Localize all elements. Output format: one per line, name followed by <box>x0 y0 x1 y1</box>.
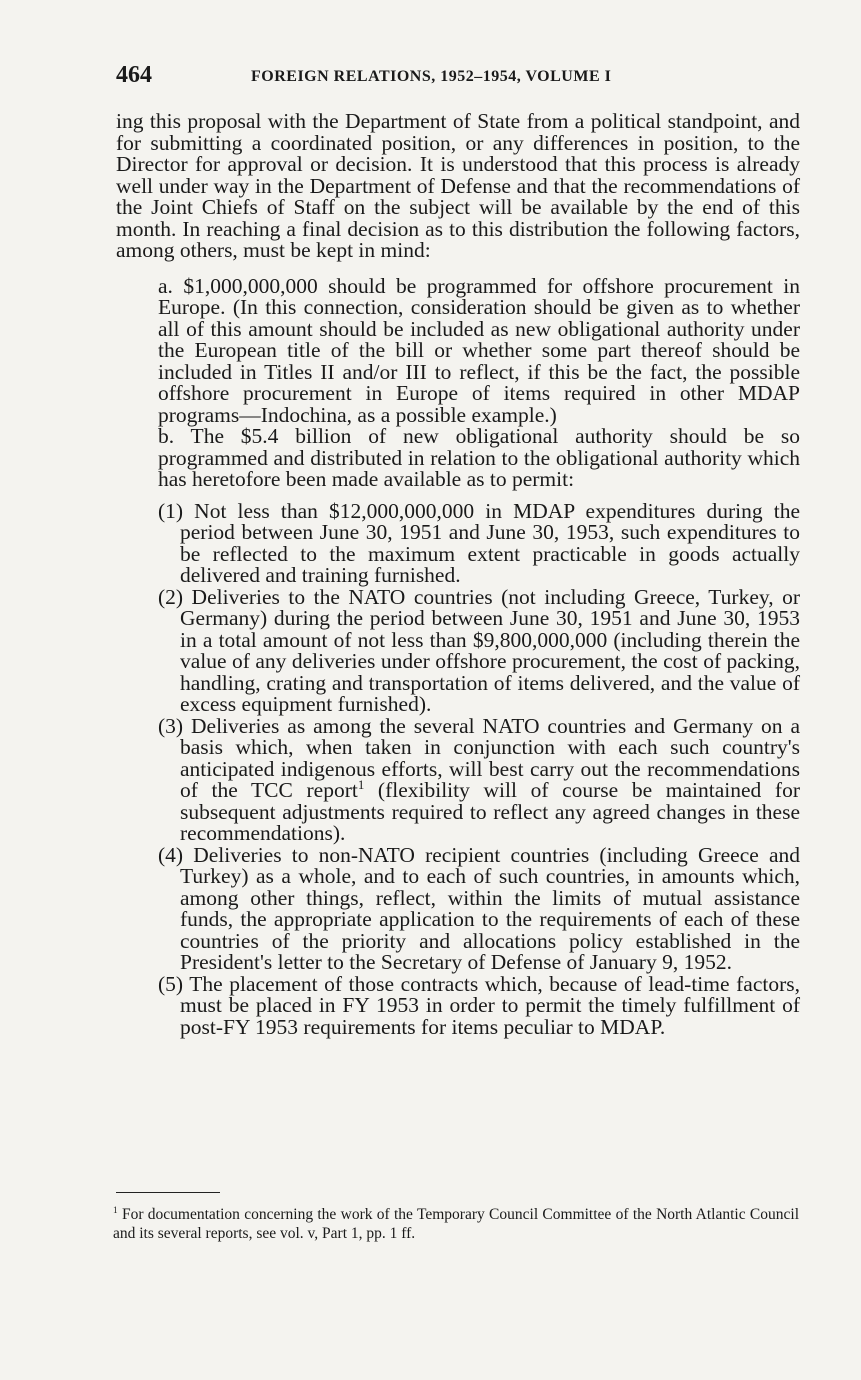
numbered-list <box>158 498 800 1039</box>
main-text <box>116 111 800 1038</box>
list-item <box>158 713 800 845</box>
running-title: FOREIGN RELATIONS, 1952–1954, VOLUME I <box>251 68 612 85</box>
page-header <box>116 62 800 90</box>
list-item: (1) Not less than $12,000,000,000 in MDAP expenditures during the period between June 30, 1951 and June 30, 1953, such expenditures to be reflected to the maximum extent practicable in goods actually delivered and training furnished. <box>158 498 800 587</box>
footnote <box>113 1205 799 1243</box>
page-number: 464 <box>116 62 152 88</box>
list-item-text: (3) Deliveries as among the several NATO countries and Germany on a basis which, when taken in conjunction with each such country's anticipated indigenous efforts, will best carry out the recommendations of the TCC report <box>158 713 800 802</box>
footnote-text: For documentation concerning the work of the Temporary Council Committee of the North Atlantic Council and its several reports, see vol. v, Part 1, pp. 1 ff. <box>113 1206 799 1242</box>
factors-block <box>158 273 800 491</box>
factor-a-paragraph: a. $1,000,000,000 should be programmed for offshore procurement in Europe. (In this connection, consideration should be given as to whether all of this amount should be included as new obligational authority under the European title of the bill or whether some part thereof should be included in Titles II and/or III to reflect, if this be the fact, the possible offshore procurement in Europe of items required in other MDAP programs—Indochina, as a possible example.) <box>158 273 800 427</box>
list-item: (2) Deliveries to the NATO countries (not including Greece, Turkey, or Germany) during the period between June 30, 1951 and June 30, 1953 in a total amount of not less than $9,800,000,000 (including therein the value of any deliveries under offshore procurement, the cost of packing, handling, crating and transportation of items delivered, and the value of excess equipment furnished). <box>158 584 800 716</box>
footnote-divider <box>116 1192 220 1193</box>
list-item: (4) Deliveries to non-NATO recipient countries (including Greece and Turkey) as a whole, and to each of such countries, in amounts which, among other things, reflect, within the limits of mutual assistance funds, the appropriate application to the requirements of each of these countries of the priority and allocations policy established in the President's letter to the Secretary of Defense of January 9, 1952. <box>158 842 800 974</box>
intro-paragraph: ing this proposal with the Department of State from a political standpoint, and for submitting a coordinated position, or any differences in position, to the Director for approval or decision. It is understood that this process is already well under way in the Department of Defense and that the recommendations of the Joint Chiefs of Staff on the subject will be available by the end of this month. In reaching a final decision as to this distribution the following factors, among others, must be kept in mind: <box>116 109 800 262</box>
list-item: (5) The placement of those contracts which, because of lead-time factors, must be placed in FY 1953 in order to permit the timely fulfillment of post-FY 1953 requirements for items peculiar to MDAP. <box>158 971 800 1039</box>
footnote-marker: 1 <box>113 1205 118 1216</box>
factor-b-paragraph: b. The $5.4 billion of new obligational authority should be so programmed and distributed in relation to the obligational authority which has heretofore been made available as to permit: <box>158 424 800 491</box>
footnote-reference: 1 <box>357 777 365 792</box>
list-item-text: (flexibility will of course be maintained for subsequent adjustments required to reflect any agreed changes in these recommendations). <box>180 778 800 845</box>
